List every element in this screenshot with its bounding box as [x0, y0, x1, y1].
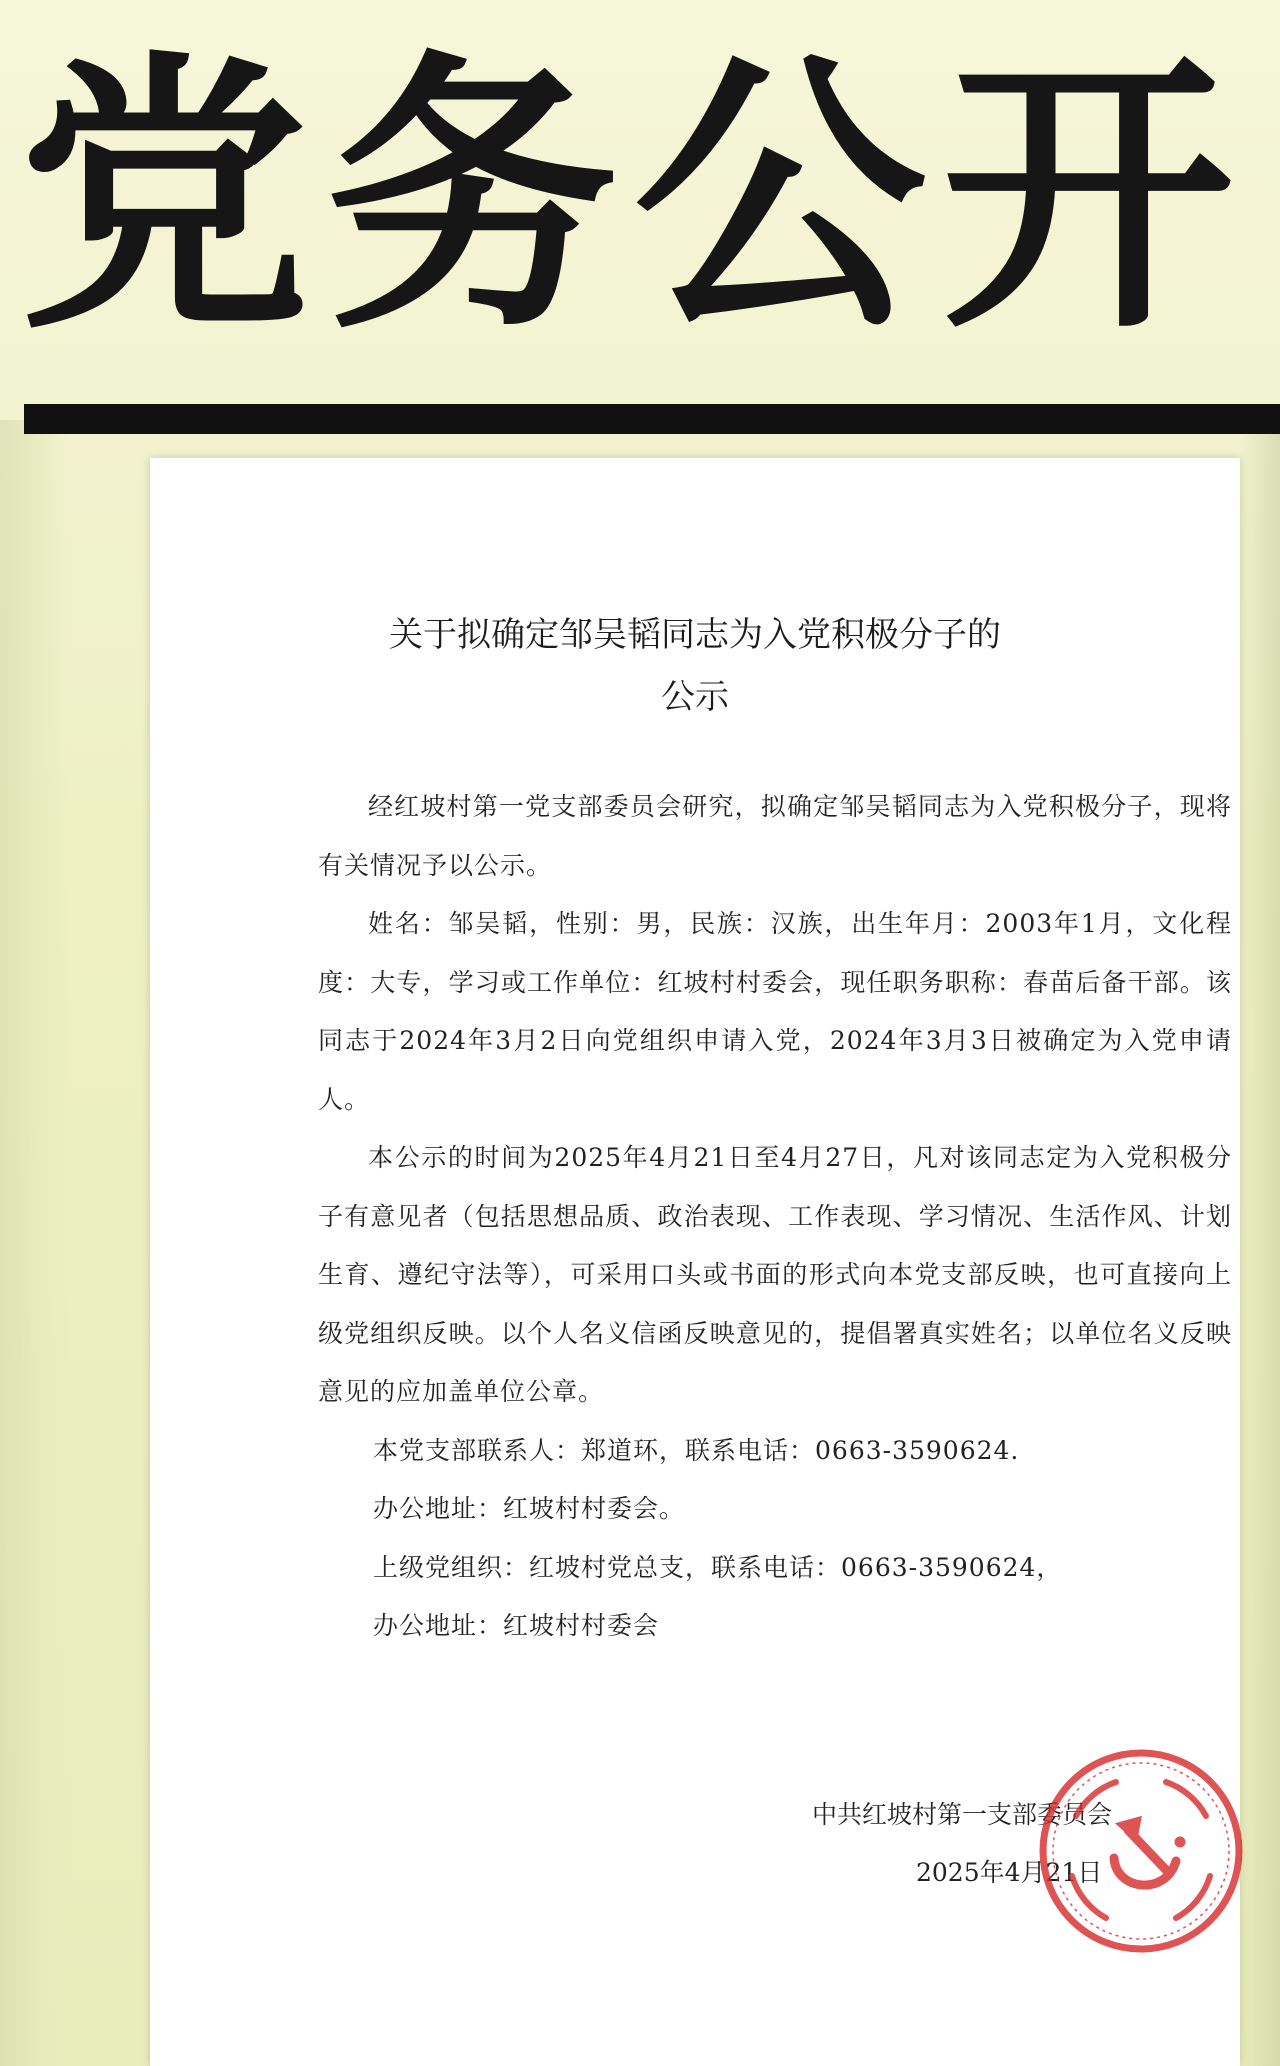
notice-paragraph-intro: 经红坡村第一党支部委员会研究，拟确定邹吴韬同志为入党积极分子，现将有关情况予以公示。	[318, 792, 1232, 880]
notice-paragraph-profile: 姓名：邹吴韬，性别：男，民族：汉族，出生年月：2003年1月，文化程度：大专，学习或工作单位：红坡村村委会，现任职务职称：春苗后备干部。该同志于2024年3月2日向党组织申请入党，2024年3月3日被确定为入党申请人。	[318, 909, 1232, 1114]
notice-paragraph-period: 本公示的时间为2025年4月21日至4月27日，凡对该同志定为入党积极分子有意见者（包括思想品质、政治表现、工作表现、学习情况、生活作风、计划生育、遵纪守法等），可采用口头或书面的形式向本党支部反映，也可直接向上级党组织反映。以个人名义信函反映意见的，提倡署真实姓名；以单位名义反映意见的应加盖单位公章。	[318, 1143, 1232, 1406]
board-edge-left	[0, 420, 70, 2066]
notice-title-line2: 公示	[661, 677, 729, 717]
notice-paper	[150, 458, 1240, 2066]
board-header-title: 党务公开	[18, 28, 1250, 368]
notice-title	[180, 604, 1210, 728]
hammer-sickle-icon	[1114, 1818, 1185, 1885]
notice-body	[318, 778, 1232, 1656]
contact-superior-org: 上级党组织：红坡村党总支，联系电话：0663-3590624，	[373, 1552, 1063, 1582]
board-edge-right	[1240, 430, 1280, 2066]
signature-date: 2025年4月21日	[916, 1858, 1103, 1887]
party-seal-stamp	[1036, 1746, 1246, 1956]
seal-shapes	[1043, 1753, 1239, 1949]
contact-superior-address: 办公地址：红坡村村委会	[373, 1611, 660, 1640]
contact-branch-address: 办公地址：红坡村村委会。	[373, 1494, 686, 1523]
signature-organization: 中共红坡村第一支部委员会	[812, 1800, 1113, 1829]
header-divider-bar	[24, 404, 1280, 434]
contact-branch-person: 本党支部联系人：郑道环，联系电话：0663-3590624.	[373, 1435, 1020, 1465]
notice-title-line1: 关于拟确定邹吴韬同志为入党积极分子的	[389, 615, 1001, 655]
